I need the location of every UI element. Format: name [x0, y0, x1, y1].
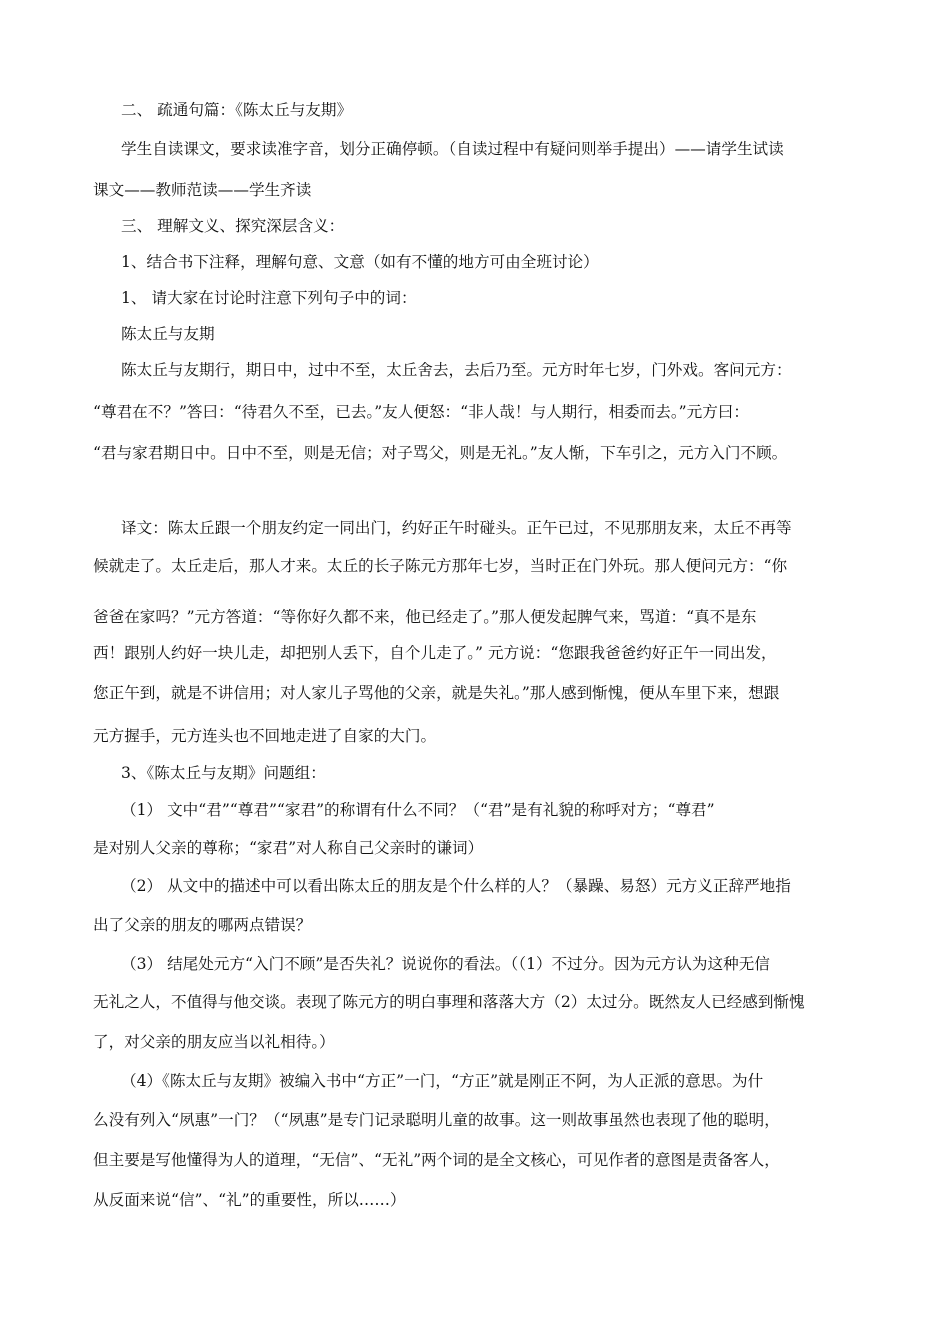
- paragraph-line: 1、结合书下注释，理解句意、文意（如有不懂的地方可由全班讨论）: [121, 253, 599, 271]
- question-line: 了，对父亲的朋友应当以礼相待。）: [93, 1033, 335, 1051]
- question-line: 么没有列入“夙惠”一门？（“夙惠”是专门记录聪明儿童的故事。这一则故事虽然也表现了他的聪明，: [93, 1111, 780, 1129]
- classical-text-line: “君与家君期日中。日中不至，则是无信；对子骂父，则是无礼。”友人惭，下车引之，元方入门不顾。: [93, 444, 788, 462]
- translation-line: 候就走了。太丘走后，那人才来。太丘的长子陈元方那年七岁，当时正在门外玩。那人便问元方：“你: [93, 557, 788, 575]
- paragraph-line: 课文——教师范读——学生齐读: [93, 181, 312, 199]
- section-heading-2: 二、 疏通句篇：《陈太丘与友期》: [121, 101, 353, 119]
- question-line: （2） 从文中的描述中可以看出陈太丘的朋友是个什么样的人？（暴躁、易怒）元方义正辞严地指: [121, 877, 791, 895]
- text-title: 陈太丘与友期: [121, 325, 215, 343]
- question-line: （3） 结尾处元方“入门不顾”是否失礼？说说你的看法。（（1）不过分。因为元方认为这种无信: [121, 955, 770, 973]
- question-line: 但主要是写他懂得为人的道理，“无信”、“无礼”两个词的是全文核心，可见作者的意图是责备客人，: [93, 1151, 780, 1169]
- translation-line: 译文：陈太丘跟一个朋友约定一同出门，约好正午时碰头。正午已过，不见那朋友来，太丘不再等: [121, 519, 792, 537]
- question-line: 出了父亲的朋友的哪两点错误？: [93, 916, 312, 934]
- translation-line: 您正午到，就是不讲信用；对人家儿子骂他的父亲，就是失礼。”那人感到惭愧，便从车里下来，想跟: [93, 684, 780, 702]
- translation-line: 爸爸在家吗？”元方答道：“等你好久都不来，他已经走了。”那人便发起脾气来，骂道：“真不是东: [93, 608, 757, 626]
- paragraph-line: 学生自读课文，要求读准字音，划分正确停顿。（自读过程中有疑问则举手提出）——请学生试读: [121, 140, 784, 158]
- question-line: （1） 文中“君”“尊君”“家君”的称谓有什么不同？（“君”是有礼貌的称呼对方；“尊君”: [121, 801, 715, 819]
- paragraph-line: 1、 请大家在讨论时注意下列句子中的词：: [121, 289, 417, 307]
- question-line: 无礼之人，不值得与他交谈。表现了陈元方的明白事理和落落大方（2）太过分。既然友人已经感到惭愧: [93, 993, 805, 1011]
- question-line: 是对别人父亲的尊称；“家君”对人称自己父亲时的谦词）: [93, 839, 484, 857]
- classical-text-line: “尊君在不？”答曰：“待君久不至，已去。”友人便怒：“非人哉！与人期行，相委而去。”元方曰：: [93, 403, 749, 421]
- translation-line: 西！跟别人约好一块儿走，却把别人丢下，自个儿走了。” 元方说：“您跟我爸爸约好正午一同出发，: [93, 644, 777, 662]
- question-line: 从反面来说“信”、“礼”的重要性，所以……）: [93, 1191, 406, 1209]
- section-heading-3: 三、 理解文义、探究深层含义：: [121, 217, 345, 235]
- question-line: （4）《陈太丘与友期》被编入书中“方正”一门，“方正”就是刚正不阿，为人正派的意思。为什: [121, 1072, 764, 1090]
- question-group-heading: 3、《陈太丘与友期》问题组：: [121, 764, 326, 782]
- classical-text-line: 陈太丘与友期行，期日中，过中不至，太丘舍去，去后乃至。元方时年七岁，门外戏。客问元方：: [121, 361, 792, 379]
- translation-line: 元方握手，元方连头也不回地走进了自家的大门。: [93, 727, 437, 745]
